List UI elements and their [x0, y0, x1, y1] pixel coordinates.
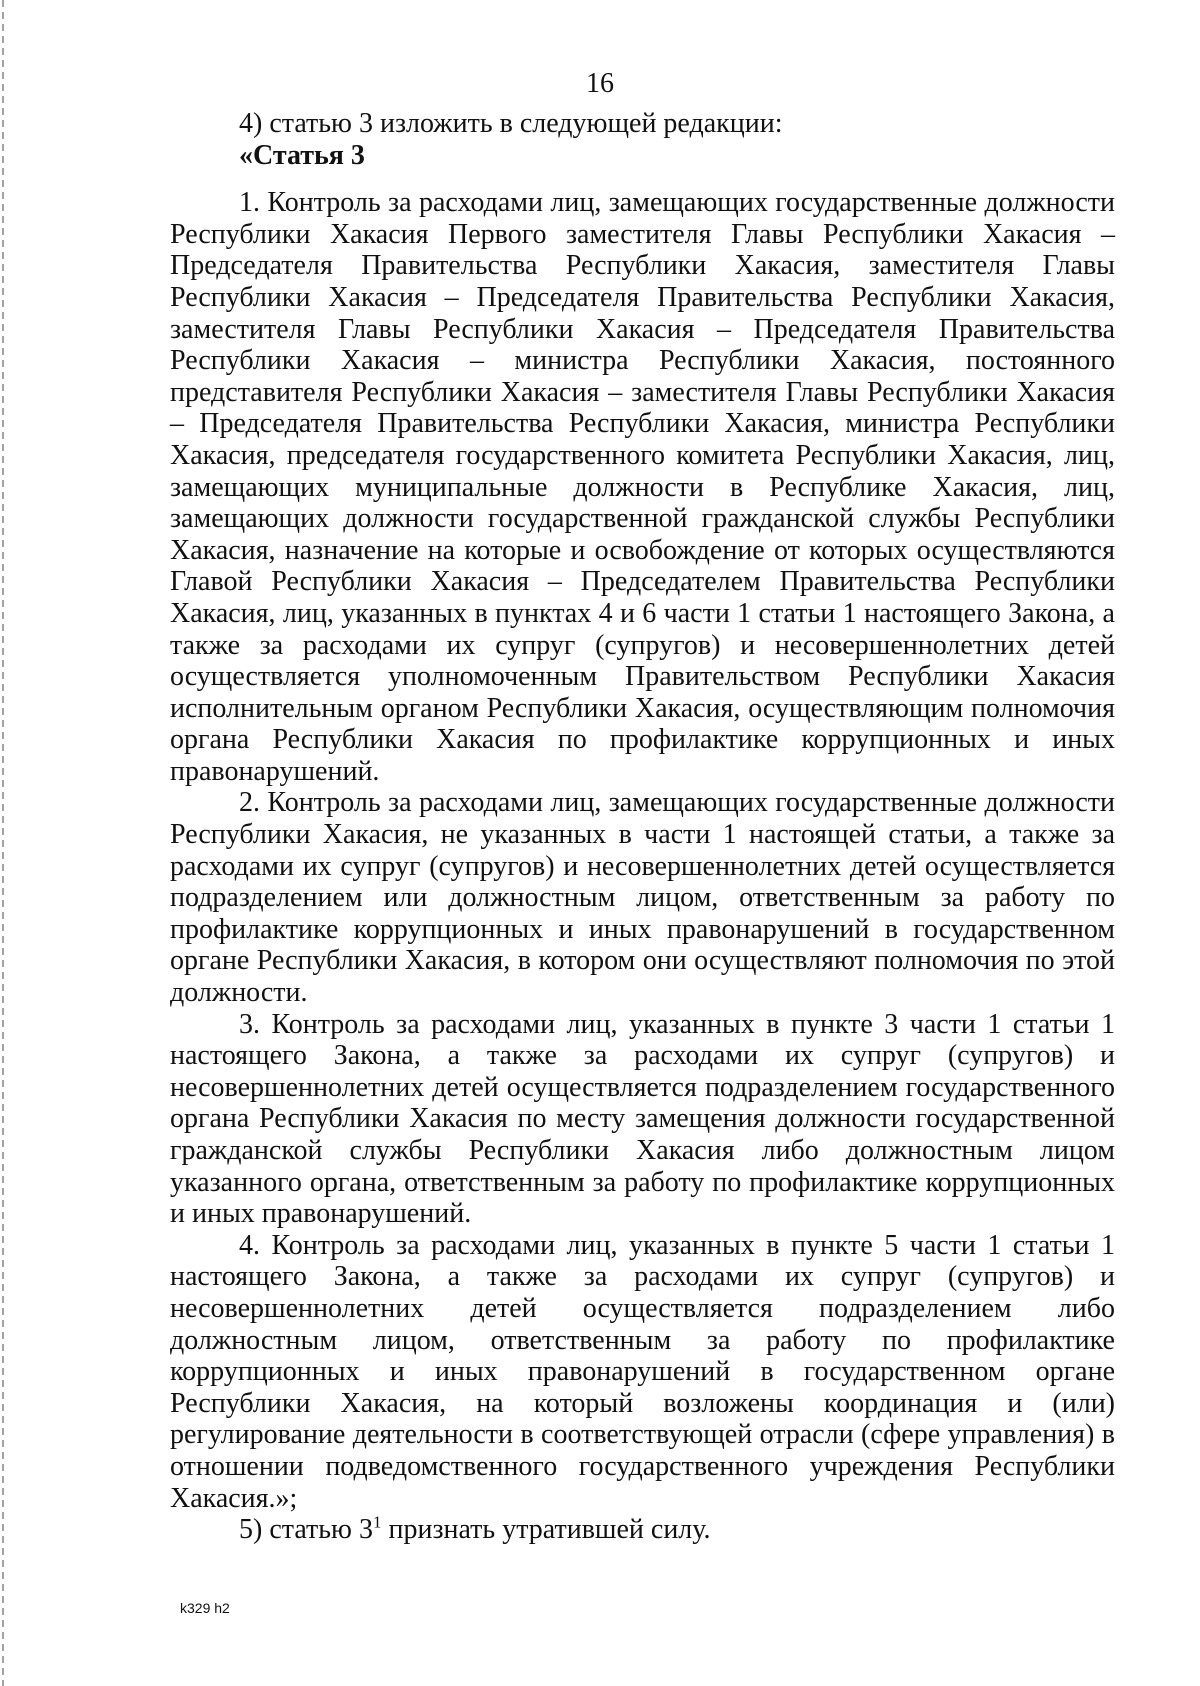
document-body [170, 108, 1115, 1546]
article-heading: «Статья 3 [239, 139, 365, 171]
page-number: 16 [586, 68, 614, 99]
amendment-item-4-intro: 4) статью 3 изложить в следующей редакции: [239, 108, 783, 139]
document-code: k329 h2 [180, 1600, 230, 1616]
article-paragraph-4: 4. Контроль за расходами лиц, указанных в пункте 5 части 1 статьи 1 настоящего Закона, а также за расходами их супруг (супругов) и несовершеннолетних детей осуществляется подразделением либо должностным лицом, ответственным за работу по профилактике коррупционных и иных правонарушений в государственном органе Республики Хакасия, на который возложены координация и (или) регулирование деятельности в соответствующей отрасли (сфере управления) в отношении подведомственного государственного учреждения Республики Хакасия.»; [170, 1229, 1115, 1514]
article-paragraph-1: 1. Контроль за расходами лиц, замещающих государственные должности Республики Хакасия Первого заместителя Главы Республики Хакасия – Председателя Правительства Республики Хакасия, заместителя Главы Республики Хакасия – Председателя Правительства Республики Хакасия, заместителя Главы Республики Хакасия – Председателя Правительства Республики Хакасия – министра Республики Хакасия, постоянного представителя Республики Хакасия – заместителя Главы Республики Хакасия – Председателя Правительства Республики Хакасия, министра Республики Хакасия, председателя государственного комитета Республики Хакасия, лиц, замещающих муниципальные должности в Республике Хакасия, лиц, замещающих должности государственной гражданской службы Республики Хакасия, назначение на которые и освобождение от которых осуществляются Главой Республики Хакасия – Председателем Правительства Республики Хакасия, лиц, указанных в пунктах 4 и 6 части 1 статьи 1 настоящего Закона, а также за расходами их супруг (супругов) и несовершеннолетних детей осуществляется уполномоченным Правительством Республики Хакасия исполнительным органом Республики Хакасия, осуществляющим полномочия органа Республики Хакасия по профилактике коррупционных и иных правонарушений. [170, 187, 1115, 787]
article-paragraph-2: 2. Контроль за расходами лиц, замещающих государственные должности Республики Хакасия, не указанных в части 1 настоящей статьи, а также за расходами их супруг (супругов) и несовершеннолетних детей осуществляется подразделением или должностным лицом, ответственным за работу по профилактике коррупционных и иных правонарушений в государственном органе Республики Хакасия, в котором они осуществляют полномочия по этой должности. [170, 787, 1115, 1009]
amendment-item-5-text: 5) статью 3 [239, 1514, 373, 1546]
amendment-item-5-tail: признать утратившей силу. [381, 1514, 711, 1546]
scan-edge-artifact [2, 0, 4, 1686]
article-superscript: 1 [372, 1512, 382, 1532]
amendment-item-5 [170, 1514, 1115, 1546]
article-paragraph-3: 3. Контроль за расходами лиц, указанных в пункте 3 части 1 статьи 1 настоящего Закона, а также за расходами их супруг (супругов) и несовершеннолетних детей осуществляется подразделением государственного органа Республики Хакасия по месту замещения должности государственной гражданской службы Республики Хакасия либо должностным лицом указанного органа, ответственным за работу по профилактике коррупционных и иных правонарушений. [170, 1008, 1115, 1230]
